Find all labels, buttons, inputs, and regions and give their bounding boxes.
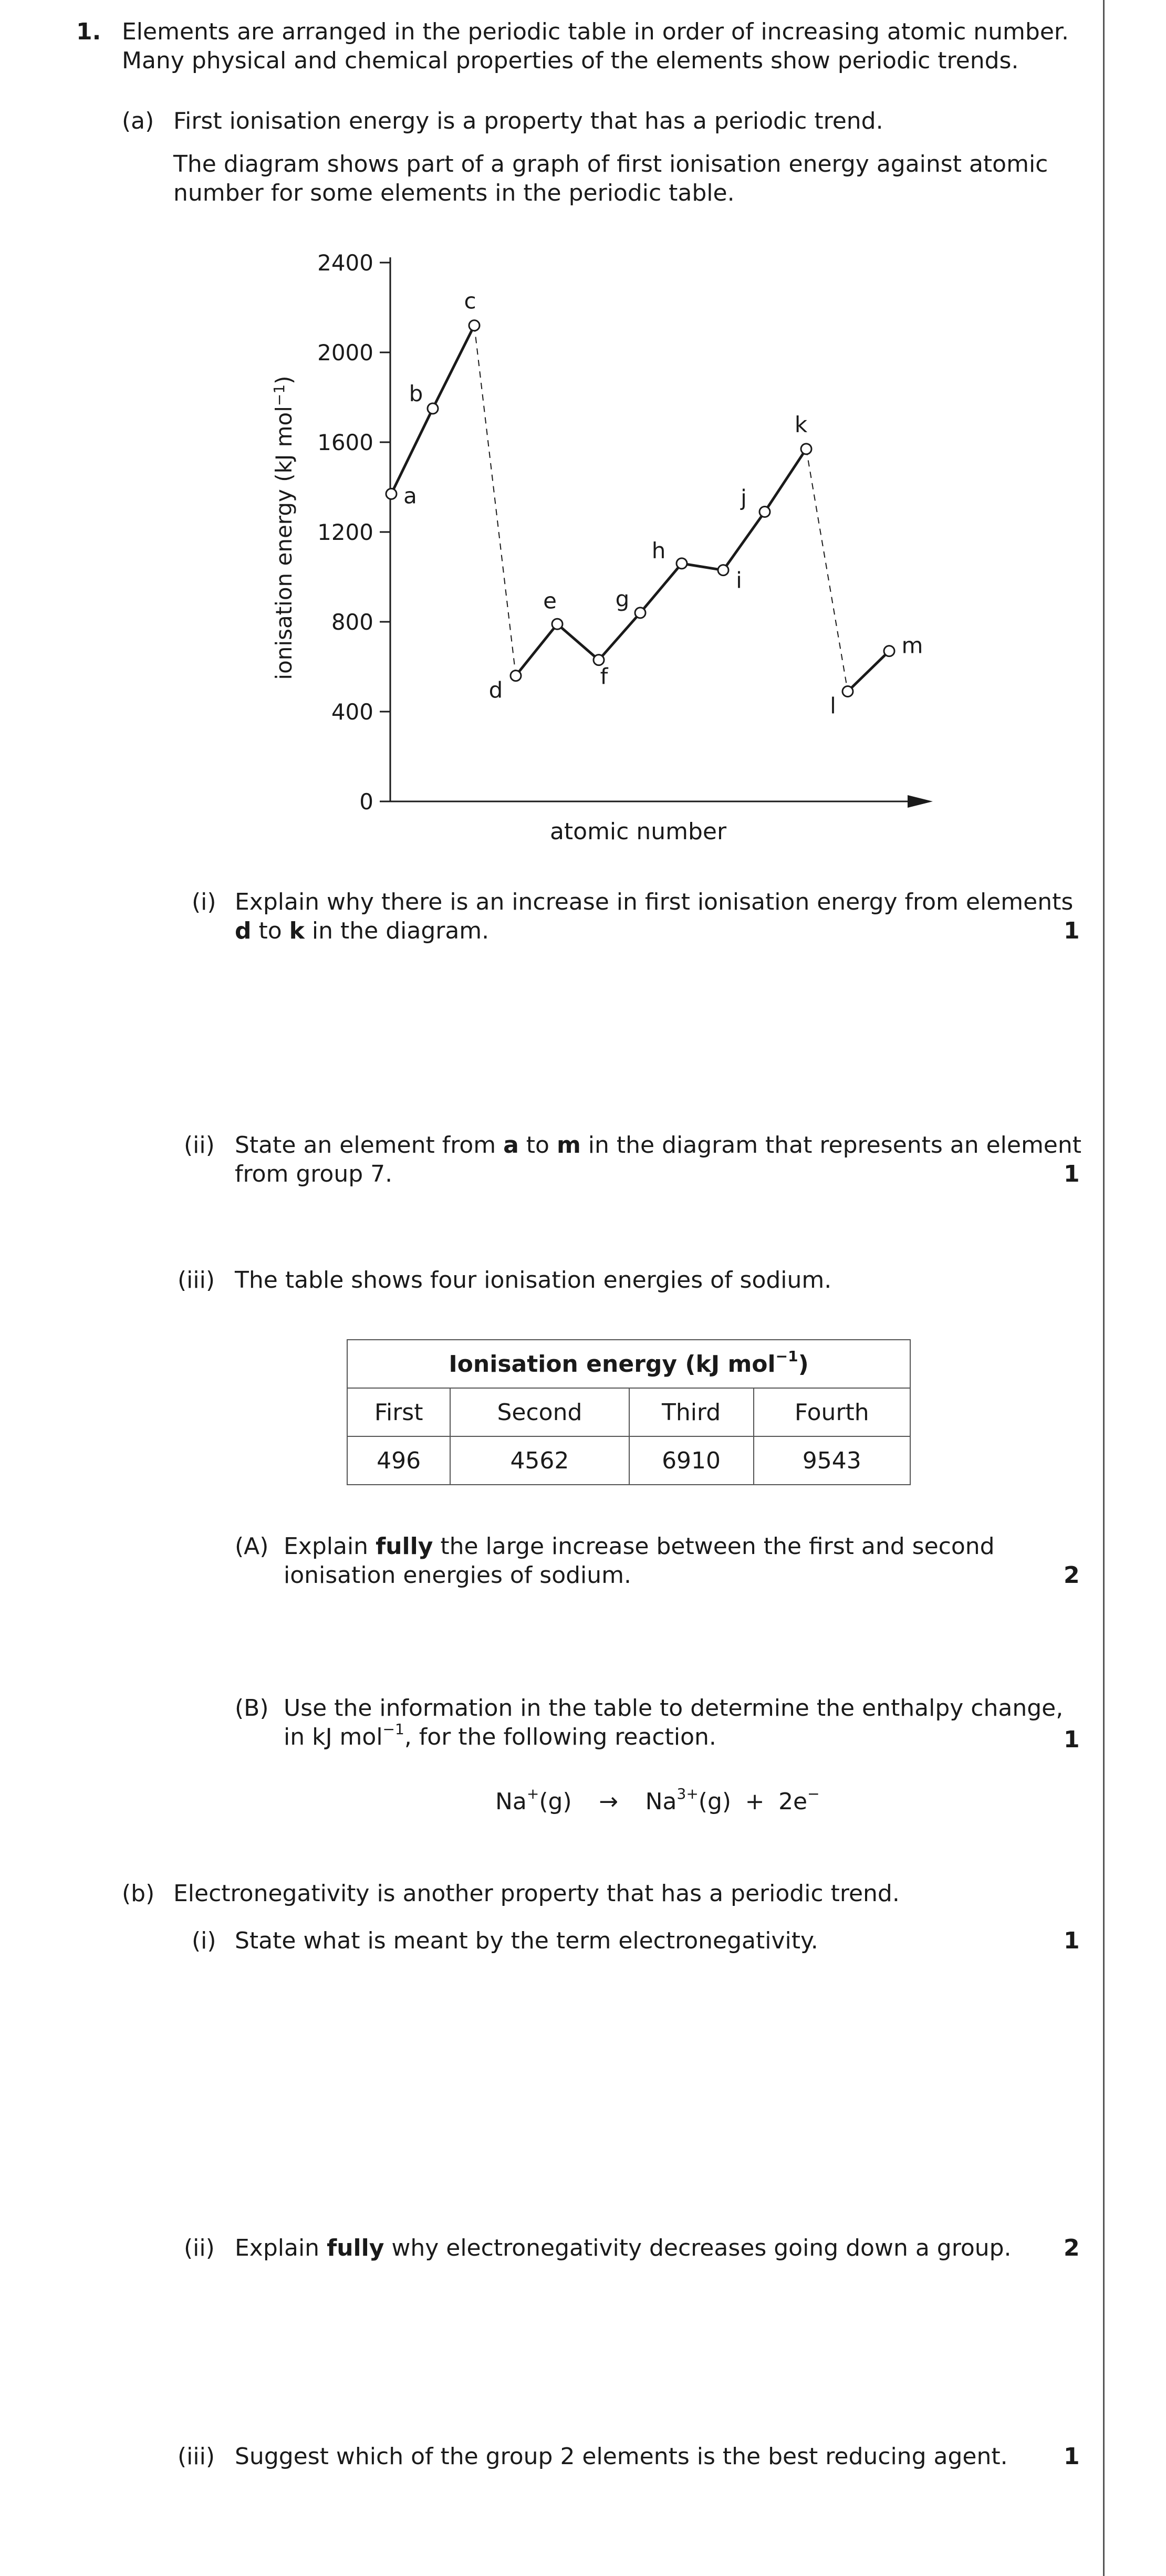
segment-g-h bbox=[640, 564, 682, 613]
point-k bbox=[801, 444, 811, 454]
point-g bbox=[635, 608, 646, 618]
table-value-fourth: 9543 bbox=[754, 1436, 910, 1485]
a-ii-line-2: from group 7. bbox=[235, 1161, 393, 1187]
y-tick-label-0: 0 bbox=[359, 789, 373, 815]
b-ii-text: Explain fully why electronegativity decreases going down a group. bbox=[235, 2235, 1012, 2261]
a-iii-B-marks: 1 bbox=[1064, 1726, 1080, 1753]
segment-l-m bbox=[848, 651, 889, 692]
part-b-text: Electronegativity is another property that has a periodic trend. bbox=[173, 1880, 900, 1907]
point-b bbox=[428, 403, 438, 414]
point-label-l: l bbox=[830, 693, 836, 719]
b-ii-label: (ii) bbox=[184, 2235, 215, 2261]
point-label-j: j bbox=[741, 485, 747, 511]
chart-series-lines bbox=[391, 326, 889, 692]
diagram-intro-line-1: The diagram shows part of a graph of first ionisation energy against atomic bbox=[173, 151, 1048, 178]
b-i-label: (i) bbox=[192, 1927, 216, 1954]
part-b-label: (b) bbox=[122, 1880, 155, 1907]
point-d bbox=[511, 671, 521, 681]
y-axis-label: ionisation energy (kJ mol$^{-1}$) bbox=[270, 376, 297, 680]
a-ii-line-1: State an element from a to m in the diagram that represents an element bbox=[235, 1132, 1082, 1159]
y-tick-label-800: 800 bbox=[331, 609, 373, 635]
point-label-k: k bbox=[794, 411, 808, 437]
point-a bbox=[386, 488, 397, 499]
chart-y-ticks bbox=[317, 250, 390, 815]
part-a-text: First ionisation energy is a property that has a periodic trend. bbox=[173, 108, 883, 134]
segment-a-b bbox=[391, 409, 433, 494]
a-iii-A-marks: 2 bbox=[1064, 1562, 1080, 1589]
a-i-line-1: Explain why there is an increase in first ionisation energy from elements bbox=[235, 889, 1074, 915]
reaction-equation: $Na^+(g) \to Na^{3+}(g) + 2e^-$ bbox=[495, 1785, 820, 1815]
segment-e-f bbox=[557, 624, 599, 660]
segment-b-c bbox=[433, 326, 474, 409]
chart-axes bbox=[390, 257, 933, 808]
point-j bbox=[759, 507, 770, 517]
table-header: Ionisation energy (kJ mol$^{-1}$) bbox=[347, 1340, 910, 1388]
segment-f-g bbox=[599, 613, 640, 660]
diagram-intro-line-2: number for some elements in the periodic table. bbox=[173, 180, 735, 206]
a-i-label: (i) bbox=[192, 889, 216, 915]
a-ii-label: (ii) bbox=[184, 1132, 215, 1159]
table-col-fourth: Fourth bbox=[754, 1388, 910, 1436]
table-col-second: Second bbox=[450, 1388, 629, 1436]
question-number: 1. bbox=[76, 18, 101, 45]
y-tick-label-1600: 1600 bbox=[317, 430, 373, 455]
point-label-h: h bbox=[651, 537, 666, 564]
table-value-first: 496 bbox=[347, 1436, 450, 1485]
point-l bbox=[842, 686, 853, 697]
intro-line-2: Many physical and chemical properties of the elements show periodic trends. bbox=[122, 47, 1019, 74]
segment-d-e bbox=[516, 624, 557, 675]
intro-line-1: Elements are arranged in the periodic table in order of increasing atomic number. bbox=[122, 18, 1069, 45]
point-c bbox=[469, 320, 480, 331]
point-label-a: a bbox=[403, 483, 417, 509]
segment-k-l bbox=[806, 449, 848, 692]
point-label-f: f bbox=[600, 663, 608, 690]
segment-h-i bbox=[682, 564, 723, 570]
a-iii-label: (iii) bbox=[178, 1267, 215, 1294]
point-m bbox=[884, 646, 894, 656]
b-iii-marks: 1 bbox=[1064, 2443, 1080, 2470]
point-i bbox=[718, 565, 728, 576]
segment-c-d bbox=[474, 326, 516, 676]
a-iii-A-label: (A) bbox=[235, 1533, 269, 1560]
y-tick-label-400: 400 bbox=[331, 699, 373, 725]
segment-j-k bbox=[765, 449, 806, 512]
a-iii-B-line-2: in kJ mol$^{-1}$, for the following reaction. bbox=[284, 1720, 716, 1750]
ionisation-energy-chart bbox=[0, 0, 1166, 867]
b-i-marks: 1 bbox=[1064, 1927, 1080, 1954]
reaction-arrow: → bbox=[599, 1788, 619, 1815]
point-e bbox=[552, 619, 563, 629]
part-a-label: (a) bbox=[122, 108, 154, 134]
point-h bbox=[676, 558, 687, 569]
a-iii-A-line-1: Explain fully the large increase between the first and second bbox=[284, 1533, 995, 1560]
chart-point-labels bbox=[403, 288, 923, 719]
ionisation-energy-table bbox=[347, 1339, 911, 1485]
table-col-third: Third bbox=[629, 1388, 754, 1436]
b-i-text: State what is meant by the term electronegativity. bbox=[235, 1927, 818, 1954]
x-axis-label: atomic number bbox=[549, 818, 727, 845]
point-label-e: e bbox=[543, 588, 557, 614]
b-iii-text: Suggest which of the group 2 elements is the best reducing agent. bbox=[235, 2443, 1008, 2470]
b-ii-marks: 2 bbox=[1064, 2235, 1080, 2261]
a-iii-text: The table shows four ionisation energies of sodium. bbox=[235, 1267, 832, 1294]
a-iii-A-line-2: ionisation energies of sodium. bbox=[284, 1562, 632, 1589]
point-label-m: m bbox=[901, 632, 923, 659]
point-label-c: c bbox=[464, 288, 476, 314]
point-label-b: b bbox=[409, 380, 423, 406]
a-i-line-2: d to k in the diagram. bbox=[235, 917, 490, 944]
a-ii-marks: 1 bbox=[1064, 1161, 1080, 1187]
x-axis-arrow bbox=[908, 795, 933, 808]
a-iii-B-label: (B) bbox=[235, 1695, 269, 1722]
segment-i-j bbox=[723, 512, 765, 570]
point-label-i: i bbox=[736, 567, 742, 593]
table-value-second: 4562 bbox=[450, 1436, 629, 1485]
table-col-first: First bbox=[347, 1388, 450, 1436]
y-tick-label-1200: 1200 bbox=[317, 519, 373, 545]
b-iii-label: (iii) bbox=[178, 2443, 215, 2470]
chart-points bbox=[386, 320, 894, 697]
point-label-g: g bbox=[615, 586, 630, 612]
a-i-marks: 1 bbox=[1064, 917, 1080, 944]
point-label-d: d bbox=[488, 677, 503, 703]
y-tick-label-2000: 2000 bbox=[317, 340, 373, 366]
table-value-third: 6910 bbox=[629, 1436, 754, 1485]
a-iii-B-line-1: Use the information in the table to determine the enthalpy change, bbox=[284, 1695, 1064, 1722]
y-tick-label-2400: 2400 bbox=[317, 250, 373, 276]
